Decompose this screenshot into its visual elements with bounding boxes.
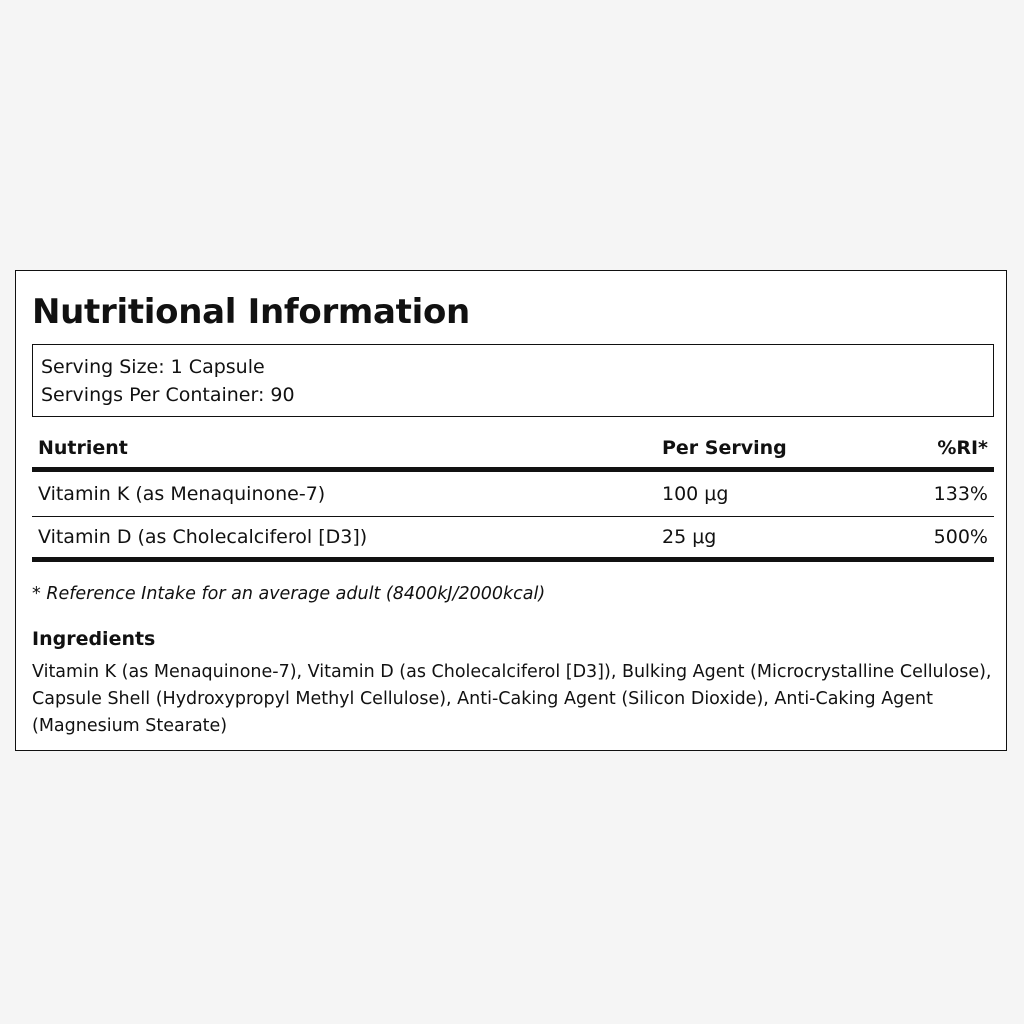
nutrient-name: Vitamin K (as Menaquinone-7): [32, 470, 656, 517]
ri-value: 133%: [908, 470, 994, 517]
nutrition-panel: [15, 270, 1007, 751]
reference-intake-footnote: * Reference Intake for an average adult (8400kJ/2000kcal): [32, 584, 546, 604]
nutrient-table: [32, 429, 994, 562]
header-nutrient: Nutrient: [32, 429, 656, 470]
nutrient-name: Vitamin D (as Cholecalciferol [D3]): [32, 517, 656, 560]
table-row: [32, 470, 994, 517]
table-header-row: [32, 429, 994, 470]
servings-per-container: Servings Per Container: 90: [41, 384, 295, 406]
ingredients-heading: Ingredients: [32, 628, 156, 650]
header-ri: %RI*: [908, 429, 994, 470]
per-serving-value: 25 μg: [656, 517, 908, 560]
serving-info-box: [32, 344, 994, 417]
ri-value: 500%: [908, 517, 994, 560]
per-serving-value: 100 μg: [656, 470, 908, 517]
serving-size: Serving Size: 1 Capsule: [41, 356, 265, 378]
page-title: Nutritional Information: [32, 292, 470, 332]
table-row: [32, 517, 994, 560]
header-per-serving: Per Serving: [656, 429, 908, 470]
ingredients-text: Vitamin K (as Menaquinone-7), Vitamin D (as Cholecalciferol [D3]), Bulking Agent (Microcrystalline Cellulose), Capsule Shell (Hydroxypropyl Methyl Cellulose), Anti-Caking Agent (Silicon Dioxide), Anti-Caking Agent (Magnesium Stearate): [32, 662, 992, 736]
